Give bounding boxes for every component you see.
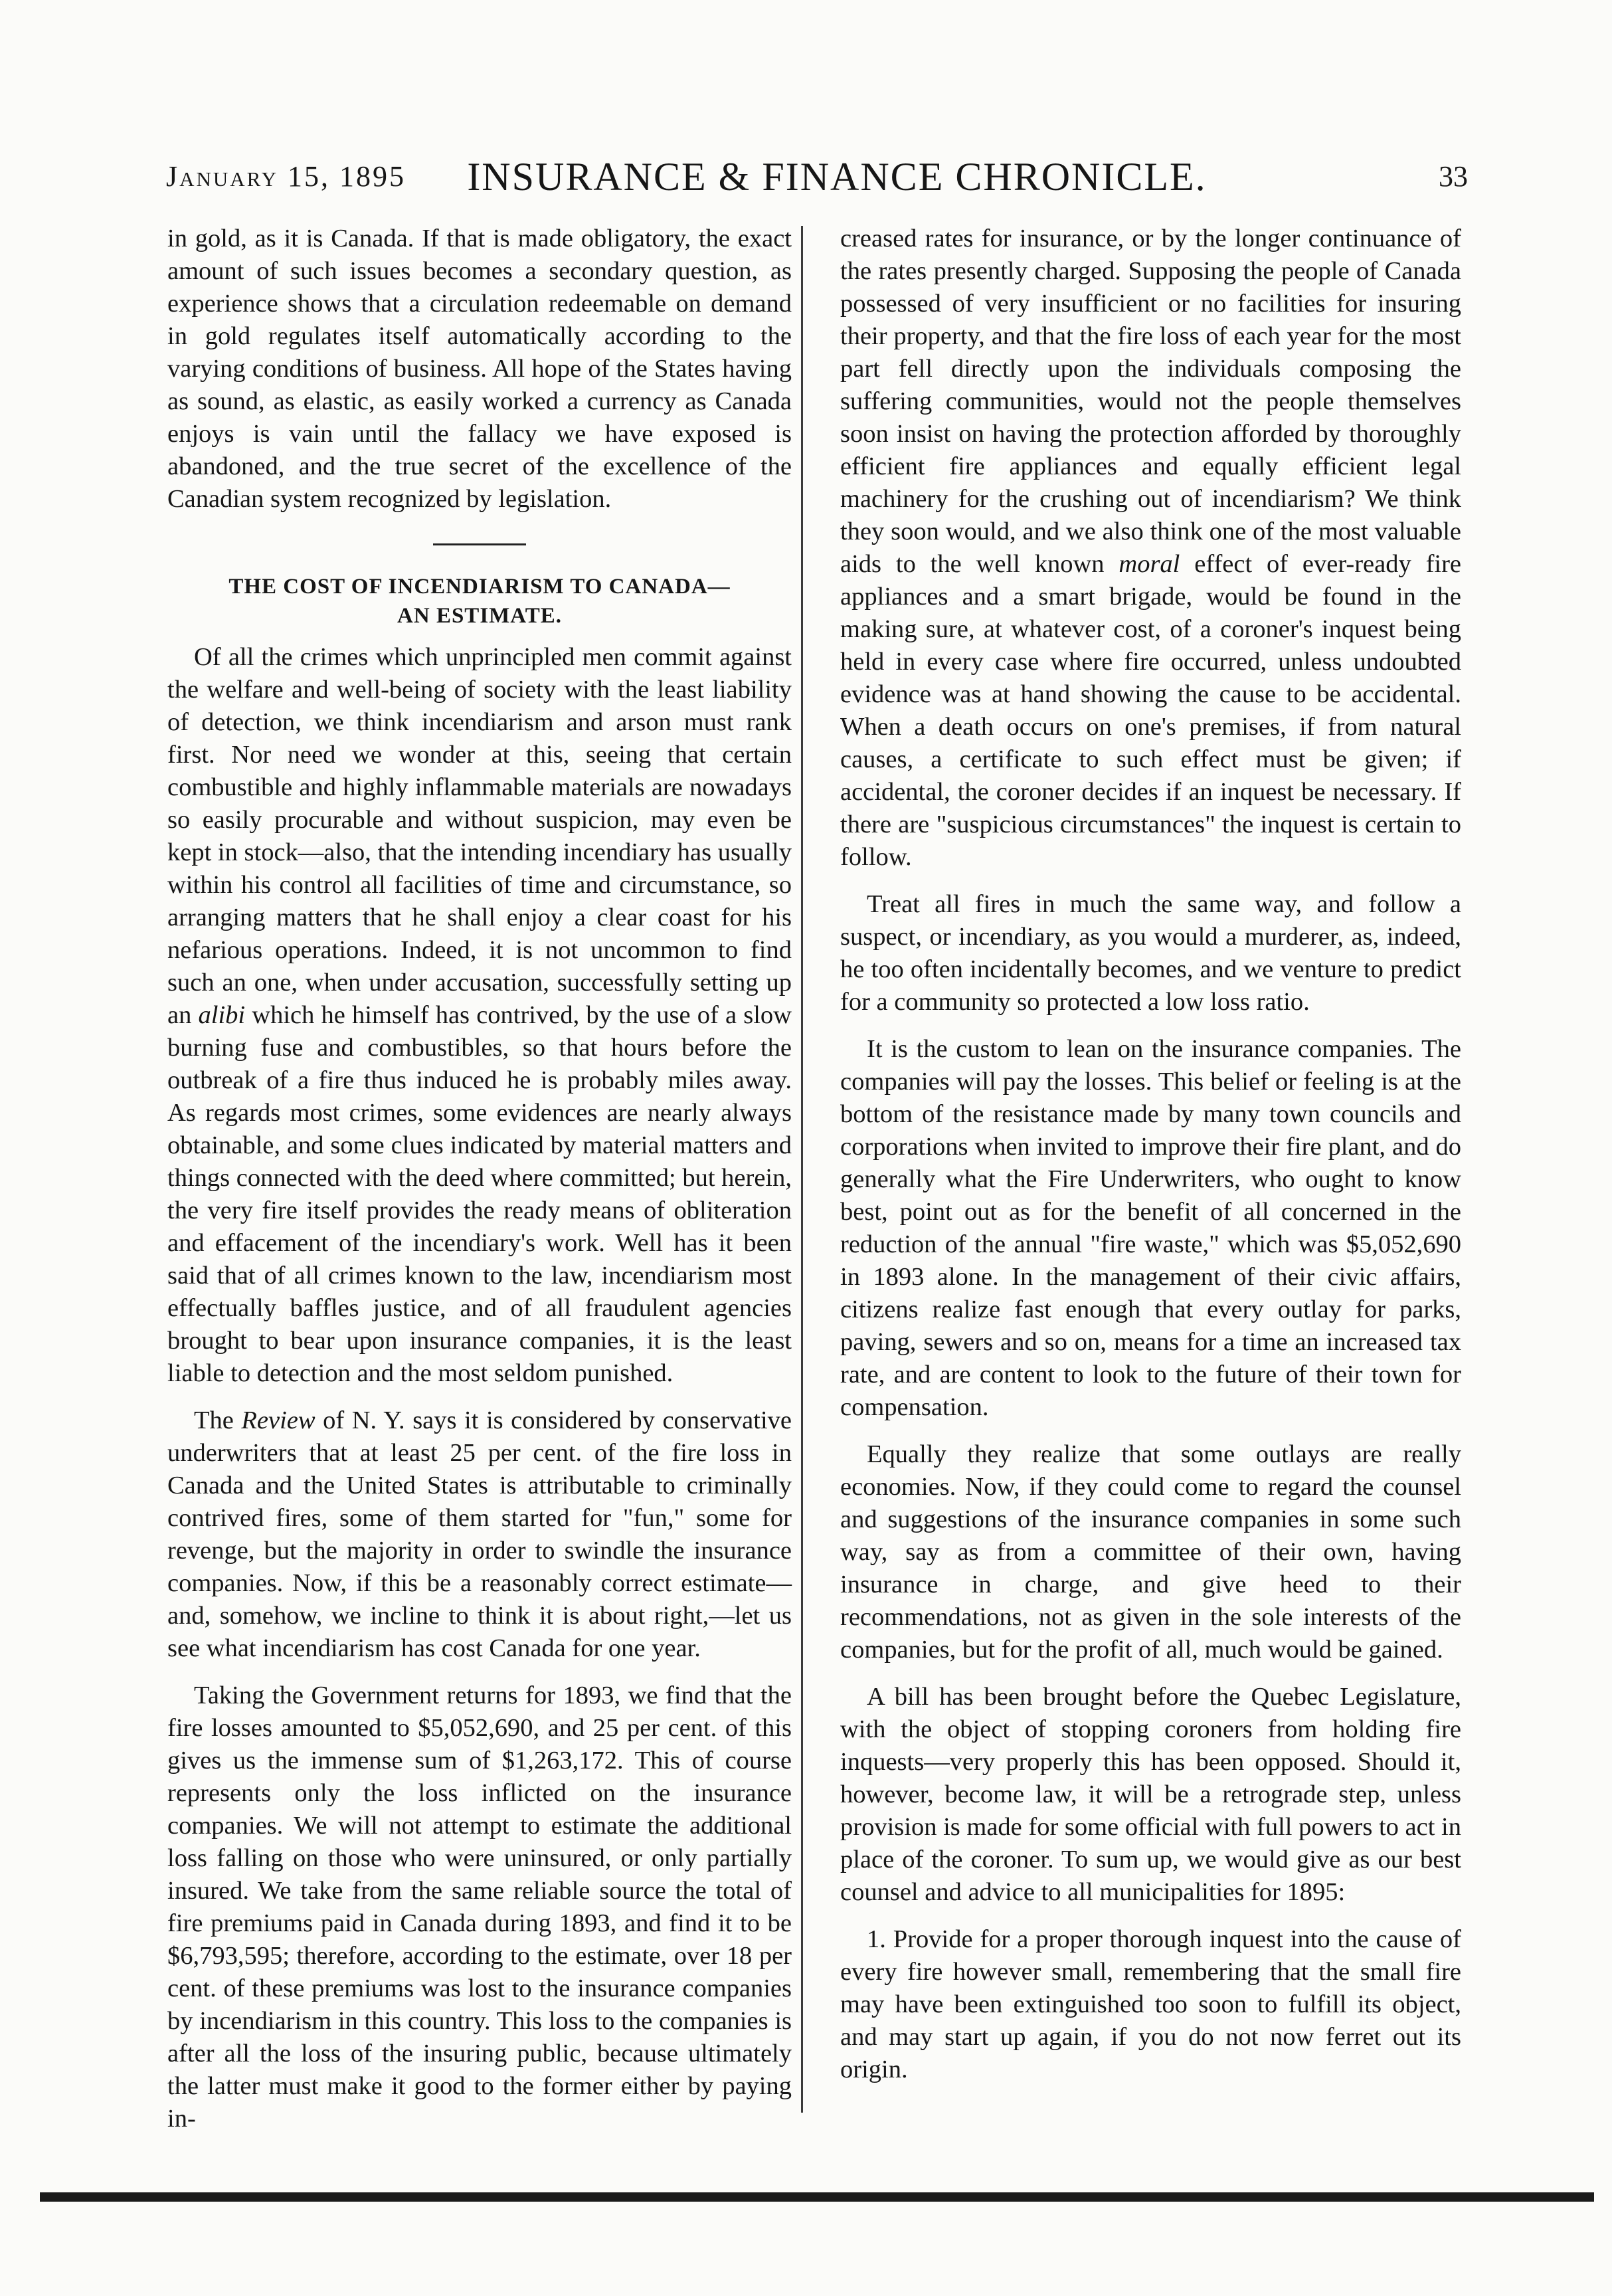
article-paragraph-2: The Review of N. Y. says it is considered by conservative underwriters that at least 25 per cent. of the fire loss in Canada and the United States is attributable to criminally contrived fires, some of them started for "fun," some for revenge, but the majority in order to swindle the insurance companies. Now, if this be a reasonably correct estimate—and, somehow, we incline to think it is about right,—let us see what incendiarism has cost Canada for one year. — [167, 1406, 792, 1662]
page-number: 33 — [1439, 160, 1468, 193]
article-paragraph-4: creased rates for insurance, or by the longer continuance of the rates presently charged. Supposing the people of Canada possessed of very insufficient or no facilities for insuring their property, and that the fire loss of each year for the most part fell directly upon the individuals composing the suffering communities, would not the people themselves soon insist on having the protection afforded by thoroughly efficient fire appliances and equally efficient legal machinery for the crushing out of incendiarism? We think they soon would, and we also think one of the most valuable aids to the well known moral effect of ever-ready fire appliances and a smart brigade, would be found in the making sure, at whatever cost, of a coroner's inquest being held in every case where fire occurred, unless undoubted evidence was at hand showing the cause to be accidental. When a death occurs on one's premises, if from natural causes, a certificate to such effect must be given; if accidental, the coroner decides if an inquest be necessary. If there are "suspicious circumstances" the inquest is certain to follow. — [840, 225, 1462, 871]
publication-title: INSURANCE & FINANCE CHRONICLE. — [467, 155, 1207, 199]
article-paragraph-3: Taking the Government returns for 1893, we find that the fire losses amounted to $5,052,690, and 25 per cent. of this gives us the immense sum of $1,263,172. This of course represents only the loss inflicted on the insurance companies. We will not attempt to estimate the additional loss falling on those who were uninsured, or only partially insured. We take from the same reliable source the total of fire premiums paid in Canada during 1893, and find it to be $6,793,595; therefore, according to the estimate, over 18 per cent. of these premiums was lost to the insurance companies by incendiarism in this country. This loss to the companies is after all the loss of the insuring public, because ultimately the latter must make it good to the former either by paying in- — [167, 1681, 792, 2133]
article-paragraph-9: 1. Provide for a proper thorough inquest into the cause of every fire however small, remembering that the small fire may have been extinguished too soon to fulfill its object, and may start up again, if you do not now ferret out its origin. — [840, 1925, 1461, 2083]
section-divider — [433, 543, 526, 545]
headline-line-2: AN ESTIMATE. — [397, 604, 562, 628]
article-paragraph-6: It is the custom to lean on the insurance companies. The companies will pay the losses. This belief or feeling is at the bottom of the resistance made by many town councils and corporations when invited to improve their fire plant, and do generally what the Fire Underwriters, who ought to know best, point out as for the benefit of all concerned in the reduction of the annual "fire waste," which was $5,052,690 in 1893 alone. In the management of their civic affairs, citizens realize fast enough that every outlay for parks, paving, sewers and so on, means for a time an increased tax rate, and are content to look to the future of their town for compensation. — [840, 1035, 1461, 1421]
article-paragraph-7: Equally they realize that some outlays are really economies. Now, if they could come to regard the counsel and suggestions of the insurance companies in some such way, say as from a committee of their own, having insurance in charge, and give heed to their recommendations, not as given in the sole interests of the companies, but for the profit of all, much would be gained. — [840, 1440, 1461, 1664]
right-column — [840, 223, 1461, 2101]
left-column — [167, 223, 792, 2150]
article-paragraph-8: A bill has been brought before the Quebec Legislature, with the object of stopping coroners from holding fire inquests—very properly this has been opposed. Should it, however, become law, it will be a retrograde step, unless provision is made for some official with full powers to act in place of the coroner. To sum up, we would give as our best counsel and advice to all municipalities for 1895: — [840, 1683, 1461, 1906]
article-headline — [167, 572, 792, 630]
page-bottom-rule — [40, 2192, 1594, 2202]
review-italic: Review — [241, 1406, 315, 1434]
article-paragraph-5: Treat all fires in much the same way, and follow a suspect, or incendiary, as you would a murderer, as, indeed, he too often incidentally becomes, and we venture to predict for a community so protected a low loss ratio. — [840, 890, 1461, 1016]
column-rule — [801, 226, 803, 2113]
article-paragraph-1: Of all the crimes which unprincipled men commit against the welfare and well-being of society with the least liability of detection, we think incendiarism and arson must rank first. Nor need we wonder at this, seeing that certain combustible and highly inflammable materials are nowadays so easily procurable and without suspicion, may even be kept in stock—also, that the intending incendiary has usually within his control all facilities of time and circumstance, so arranging matters that he shall enjoy a clear coast for his nefarious operations. Indeed, it is not uncommon to find such an one, when under accusation, successfully setting up an alibi which he himself has contrived, by the use of a slow burning fuse and combustibles, so that hours before the outbreak of a fire thus induced he is probably miles away. As regards most crimes, some evidences are nearly always obtainable, and some clues indicated by material matters and things connected with the deed where committed; but herein, the very fire itself provides the ready means of obliteration and effacement of the incendiary's work. Well has it been said that of all crimes known to the law, incendiarism most effectually baffles justice, and of all fraudulent agencies brought to bear upon insurance companies, it is the least liable to detection and the most seldom punished. — [167, 643, 792, 1387]
moral-italic: moral — [1119, 550, 1180, 578]
intro-paragraph: in gold, as it is Canada. If that is made obligatory, the exact amount of such issues becomes a secondary question, as experience shows that a circulation redeemable on demand in gold regulates itself automatically according to the varying conditions of business. All hope of the States having as sound, as elastic, as easily worked a currency as Canada enjoys is vain until the fallacy we have exposed is abandoned, and the true secret of the excellence of the Canadian system recognized by legislation. — [167, 225, 792, 513]
alibi-italic: alibi — [198, 1001, 246, 1029]
issue-date: January 15, 1895 — [166, 160, 406, 193]
page-header — [166, 154, 1468, 201]
headline-line-1: THE COST OF INCENDIARISM TO CANADA— — [228, 575, 731, 599]
